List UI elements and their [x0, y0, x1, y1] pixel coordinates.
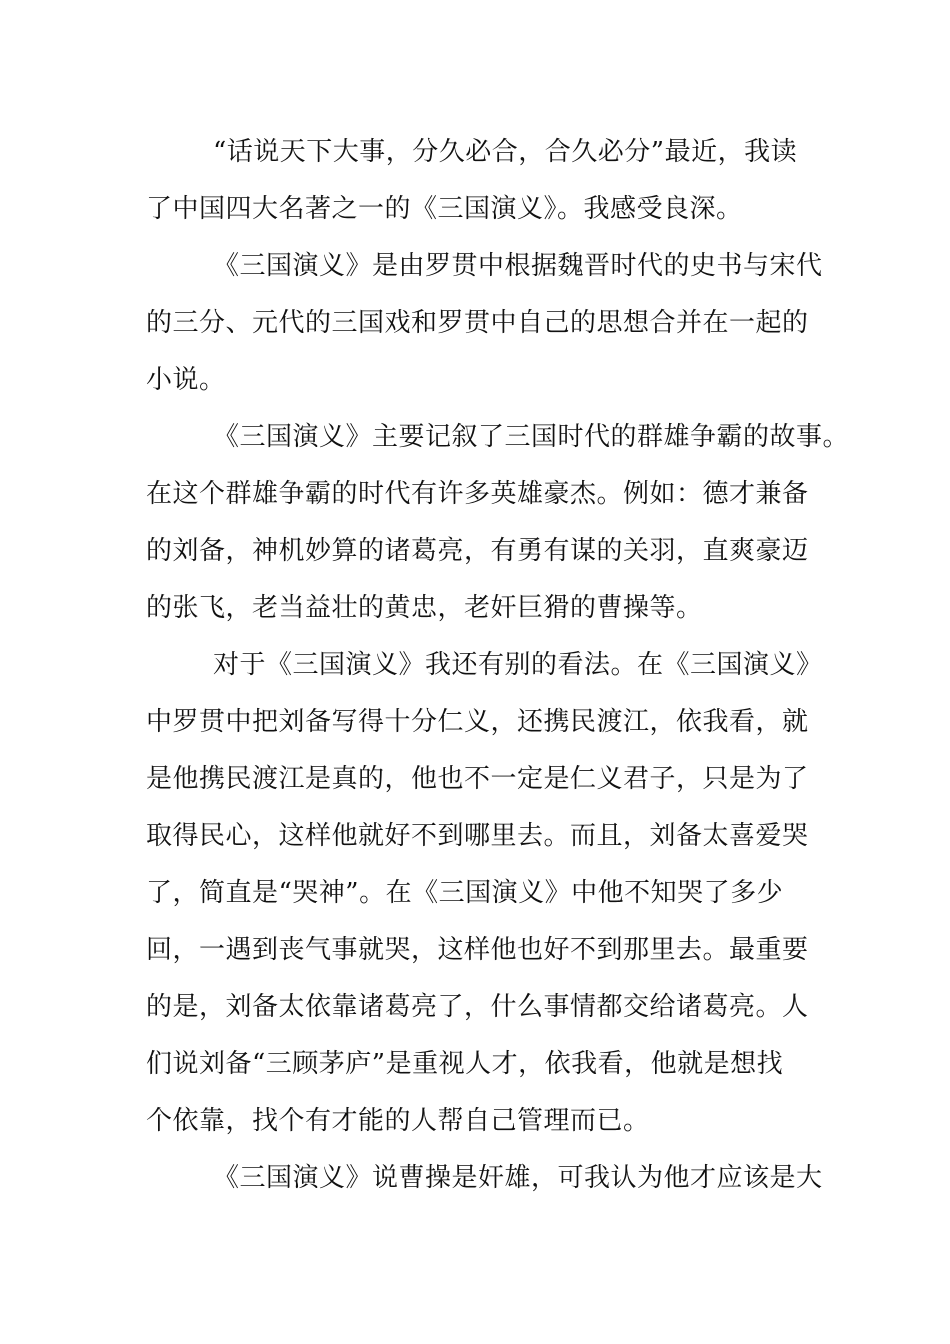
text-line: 小说。 — [146, 365, 226, 395]
text-line: “话说天下大事，分久必合，合久必分”最近，我读 — [213, 137, 798, 167]
text-line: 的是，刘备太依靠诸葛亮了，什么事情都交给诸葛亮。人 — [146, 992, 809, 1022]
text-line: 们说刘备“三顾茅庐”是重视人才，依我看，他就是想找 — [146, 1049, 784, 1079]
text-line: 《三国演义》主要记叙了三国时代的群雄争霸的故事。 — [213, 422, 850, 452]
text-line: 对于《三国演义》我还有别的看法。在《三国演义》 — [213, 650, 823, 680]
text-line: 在这个群雄争霸的时代有许多英雄豪杰。例如：德才兼备 — [146, 479, 809, 509]
text-line: 中罗贯中把刘备写得十分仁义，还携民渡江，依我看，就 — [146, 707, 809, 737]
text-line: 《三国演义》说曹操是奸雄，可我认为他才应该是大 — [213, 1163, 823, 1193]
text-line: 的张飞，老当益壮的黄忠，老奸巨猾的曹操等。 — [146, 593, 703, 623]
text-line: 《三国演义》是由罗贯中根据魏晋时代的史书与宋代 — [213, 251, 823, 281]
text-line: 取得民心，这样他就好不到哪里去。而且，刘备太喜爱哭 — [146, 821, 809, 851]
text-line: 个依靠，找个有才能的人帮自己管理而已。 — [146, 1106, 650, 1136]
text-line: 的三分、元代的三国戏和罗贯中自己的思想合并在一起的 — [146, 308, 809, 338]
text-line: 了中国四大名著之一的《三国演义》。我感受良深。 — [146, 194, 743, 224]
text-line — [146, 1215, 950, 1255]
text-line: 的刘备，神机妙算的诸葛亮，有勇有谋的关羽，直爽豪迈 — [146, 536, 809, 566]
text-line: 了，简直是“哭神”。在《三国演义》中他不知哭了多少 — [146, 878, 784, 908]
text-line: 是他携民渡江是真的，他也不一定是仁义君子，只是为了 — [146, 764, 809, 794]
text-line: 回，一遇到丧气事就哭，这样他也好不到那里去。最重要 — [146, 935, 809, 965]
